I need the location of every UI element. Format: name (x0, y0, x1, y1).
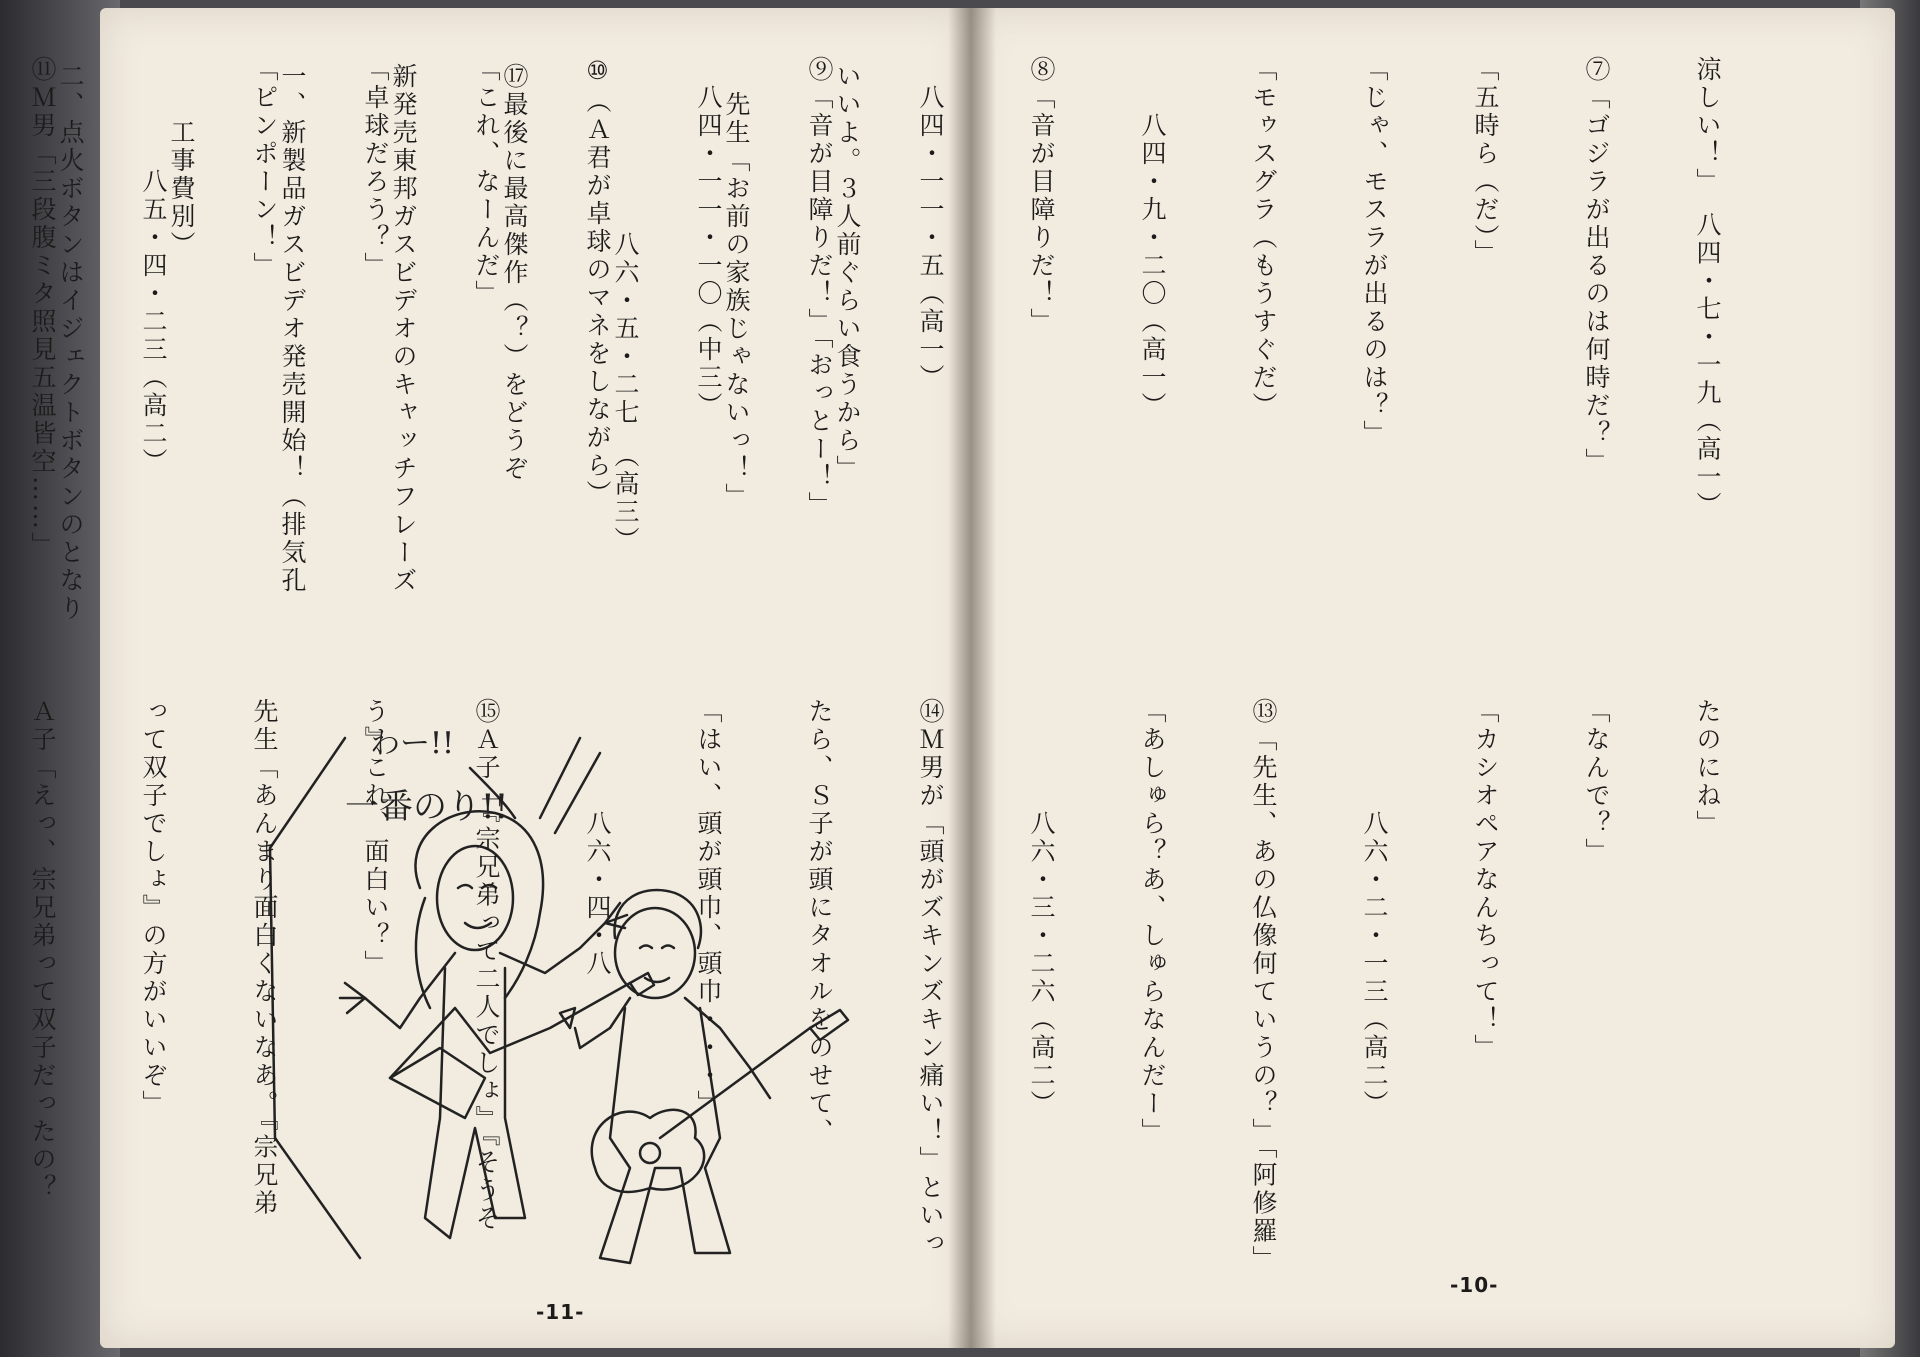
text-column: 「はい、頭が頭巾、頭巾・・・」 (694, 698, 723, 1118)
speech-line-1: わー!! (370, 726, 455, 761)
text-column: 涼しい！」 八四・七・一九（高一） (1693, 56, 1722, 520)
text-column: う』これ、面白い？」 (361, 698, 390, 978)
text-column: 八四・一一・一〇（中三） (694, 56, 723, 420)
text-column: ⑧「音が目障りだ！」 (1027, 56, 1056, 336)
right-page-upper-text (0, 56, 1800, 666)
text-column: 八四・一一・五（高一） (916, 56, 945, 392)
text-column: 「ピンポーン！」 (250, 56, 279, 280)
text-column: 八五・四・二三（高二） (139, 56, 168, 476)
text-column: 八六・四・八 (583, 698, 612, 978)
text-column: ⑮Ａ子「『宗兄弟って二人でしょ』『そうそ (472, 698, 501, 1233)
text-column: Ａ子「えっ、宗兄弟って双子だったの？ (28, 698, 57, 1202)
text-column: ⑪Ｍ男「三段腹ミタ照見五温皆空……」 (28, 56, 57, 560)
text-column: 「なんで？」 (1582, 698, 1611, 866)
text-column: 「モゥスグラ（もうすぐだ） (1249, 56, 1278, 420)
text-column: 工事費別） (167, 63, 196, 259)
text-column: ⑰最後に最高傑作（？）をどうぞ (500, 63, 529, 483)
text-column: 先生「あんまり面白くないなあ。『宗兄弟 (250, 698, 279, 1218)
text-column: たのにね」 (1693, 698, 1722, 838)
text-column: 八六・五・二七 （高三） (611, 63, 640, 555)
text-column: ⑨「音が目障りだ！」「おっとー！」 (805, 56, 834, 520)
text-column: 八四・九・二〇（高一） (1138, 56, 1167, 420)
page-number-left: -11- (536, 1300, 585, 1324)
text-column: ⑩（Ａ君が卓球のマネをしながら） (583, 56, 612, 508)
text-column: 二、点火ボタンはイジェクトボタンのとなり (56, 63, 85, 623)
right-page-lower-text (0, 698, 1800, 1274)
text-column: 八六・三・二六（高二） (1027, 698, 1056, 1118)
text-column: ⑦「ゴジラが出るのは何時だ？」 (1582, 56, 1611, 476)
text-column: いいよ。３人前ぐらい食うから」 (833, 63, 862, 483)
text-column: 先生「お前の家族じゃないっ！」 (722, 63, 751, 511)
text-column: ⑬「先生、あの仏像何ていうの？」「阿修羅」 (1249, 698, 1278, 1274)
text-column: ⑭Ｍ男が「頭がズキンズキン痛い！」といっ (916, 698, 945, 1258)
text-column: 「五時ら（だ）」 (1471, 56, 1500, 268)
page-number-right: -10- (1450, 1273, 1499, 1297)
text-column: 一、新製品ガスビデオ発売開始！（排気孔 (278, 63, 307, 595)
text-column: 「卓球だろう？」 (361, 56, 390, 280)
text-column: って双子でしょ』の方がいいぞ」 (139, 698, 168, 1118)
text-column: 「カシオペアなんちって！」 (1471, 698, 1500, 1062)
text-column: 新発売東邦ガスビデオのキャッチフレーズ (389, 63, 418, 595)
text-column: 「あしゅら？あ、しゅらなんだー」 (1138, 698, 1167, 1146)
speech-line-2: 一番のり!! (345, 787, 509, 827)
text-column: 八六・二・一三（高二） (1360, 698, 1389, 1118)
open-book (28, 8, 1895, 1348)
text-column: たら、Ｓ子が頭にタオルをのせて、 (805, 698, 834, 1146)
text-column: 「これ、なーんだ」 (472, 56, 501, 308)
text-column: 「じゃ、モスラが出るのは？」 (1360, 56, 1389, 448)
